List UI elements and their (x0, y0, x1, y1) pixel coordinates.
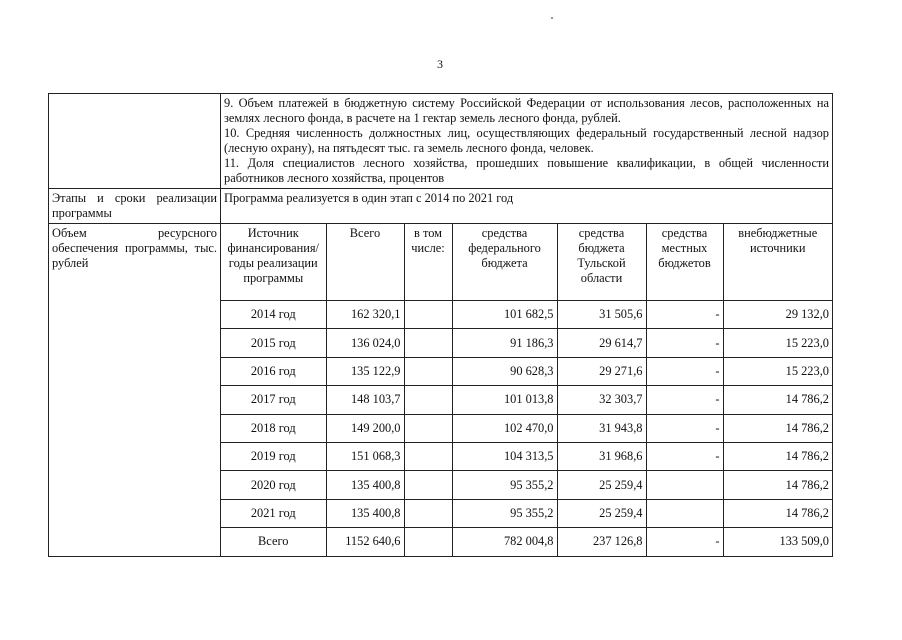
extra-cell: 15 223,0 (723, 329, 832, 357)
local-cell (646, 471, 723, 499)
federal-cell: 101 013,8 (452, 386, 557, 414)
header-federal: средства федерального бюджета (452, 224, 557, 301)
total-cell: 149 200,0 (326, 414, 404, 442)
federal-cell: 95 355,2 (452, 471, 557, 499)
year-cell: 2016 год (221, 357, 326, 385)
including-cell (404, 329, 452, 357)
funding-table (221, 224, 832, 556)
header-regional: средства бюджета Тульской области (557, 224, 646, 301)
year-cell: 2020 год (221, 471, 326, 499)
year-cell: 2014 год (221, 301, 326, 329)
funding-data-row (221, 414, 832, 442)
total-cell: 151 068,3 (326, 442, 404, 470)
extra-cell: 15 223,0 (723, 357, 832, 385)
funding-row (49, 224, 833, 557)
local-cell: - (646, 386, 723, 414)
total-cell: 148 103,7 (326, 386, 404, 414)
indicator-11: 11. Доля специалистов лесного хозяйства, прошедших повышение квалификации, в общей численности работников лесного хозяйства, процентов (224, 156, 829, 185)
header-total: Всего (326, 224, 404, 301)
federal-cell: 782 004,8 (452, 528, 557, 556)
funding-label: Объем ресурсного обеспечения программы, тыс. рублей (49, 224, 221, 557)
funding-data-row (221, 499, 832, 527)
stages-label: Этапы и сроки реализации программы (49, 189, 221, 224)
year-cell: 2021 год (221, 499, 326, 527)
extra-cell: 14 786,2 (723, 414, 832, 442)
year-cell: 2019 год (221, 442, 326, 470)
indicators-cell (221, 94, 833, 189)
local-cell: - (646, 301, 723, 329)
year-cell: Всего (221, 528, 326, 556)
local-cell: - (646, 329, 723, 357)
total-cell: 135 400,8 (326, 471, 404, 499)
regional-cell: 31 968,6 (557, 442, 646, 470)
regional-cell: 31 505,6 (557, 301, 646, 329)
extra-cell: 29 132,0 (723, 301, 832, 329)
funding-data-row (221, 301, 832, 329)
total-cell: 135 122,9 (326, 357, 404, 385)
including-cell (404, 499, 452, 527)
regional-cell: 31 943,8 (557, 414, 646, 442)
total-cell: 162 320,1 (326, 301, 404, 329)
federal-cell: 102 470,0 (452, 414, 557, 442)
local-cell: - (646, 442, 723, 470)
federal-cell: 95 355,2 (452, 499, 557, 527)
federal-cell: 90 628,3 (452, 357, 557, 385)
header-including: в том числе: (404, 224, 452, 301)
including-cell (404, 442, 452, 470)
federal-cell: 101 682,5 (452, 301, 557, 329)
indicators-row (49, 94, 833, 189)
including-cell (404, 528, 452, 556)
header-extra: внебюджетные источники (723, 224, 832, 301)
federal-cell: 91 186,3 (452, 329, 557, 357)
year-cell: 2017 год (221, 386, 326, 414)
including-cell (404, 386, 452, 414)
regional-cell: 32 303,7 (557, 386, 646, 414)
total-cell: 136 024,0 (326, 329, 404, 357)
funding-data-row (221, 386, 832, 414)
indicators-label-cell (49, 94, 221, 189)
local-cell (646, 499, 723, 527)
regional-cell: 29 271,6 (557, 357, 646, 385)
indicator-9: 9. Объем платежей в бюджетную систему Российской Федерации от использования лесов, расположенных на землях лесного фонда, в расчете на 1 гектар земель лесного фонда, рублей. (224, 96, 829, 125)
federal-cell: 104 313,5 (452, 442, 557, 470)
indicator-10: 10. Средняя численность должностных лиц, осуществляющих федеральный государственный лесной надзор (лесную охрану), на пятьдесят тыс. га земель лесного фонда, человек. (224, 126, 829, 155)
funding-data-row (221, 471, 832, 499)
stages-value: Программа реализуется в один этап с 2014 по 2021 год (221, 189, 833, 224)
year-cell: 2018 год (221, 414, 326, 442)
header-source: Источник финансирования/ годы реализации программы (221, 224, 326, 301)
regional-cell: 237 126,8 (557, 528, 646, 556)
stages-row (49, 189, 833, 224)
funding-data-row (221, 442, 832, 470)
funding-header-row (221, 224, 832, 301)
regional-cell: 25 259,4 (557, 471, 646, 499)
passport-table (48, 93, 833, 557)
local-cell: - (646, 414, 723, 442)
funding-data-row (221, 329, 832, 357)
local-cell: - (646, 528, 723, 556)
funding-cell (221, 224, 833, 557)
including-cell (404, 301, 452, 329)
regional-cell: 25 259,4 (557, 499, 646, 527)
total-cell: 135 400,8 (326, 499, 404, 527)
regional-cell: 29 614,7 (557, 329, 646, 357)
local-cell: - (646, 357, 723, 385)
extra-cell: 14 786,2 (723, 386, 832, 414)
page-number: 3 (437, 57, 443, 71)
scan-speck (551, 17, 553, 19)
extra-cell: 133 509,0 (723, 528, 832, 556)
funding-data-row (221, 528, 832, 556)
header-local: средства местных бюджетов (646, 224, 723, 301)
extra-cell: 14 786,2 (723, 471, 832, 499)
including-cell (404, 357, 452, 385)
extra-cell: 14 786,2 (723, 442, 832, 470)
extra-cell: 14 786,2 (723, 499, 832, 527)
total-cell: 1152 640,6 (326, 528, 404, 556)
year-cell: 2015 год (221, 329, 326, 357)
including-cell (404, 414, 452, 442)
including-cell (404, 471, 452, 499)
funding-data-row (221, 357, 832, 385)
